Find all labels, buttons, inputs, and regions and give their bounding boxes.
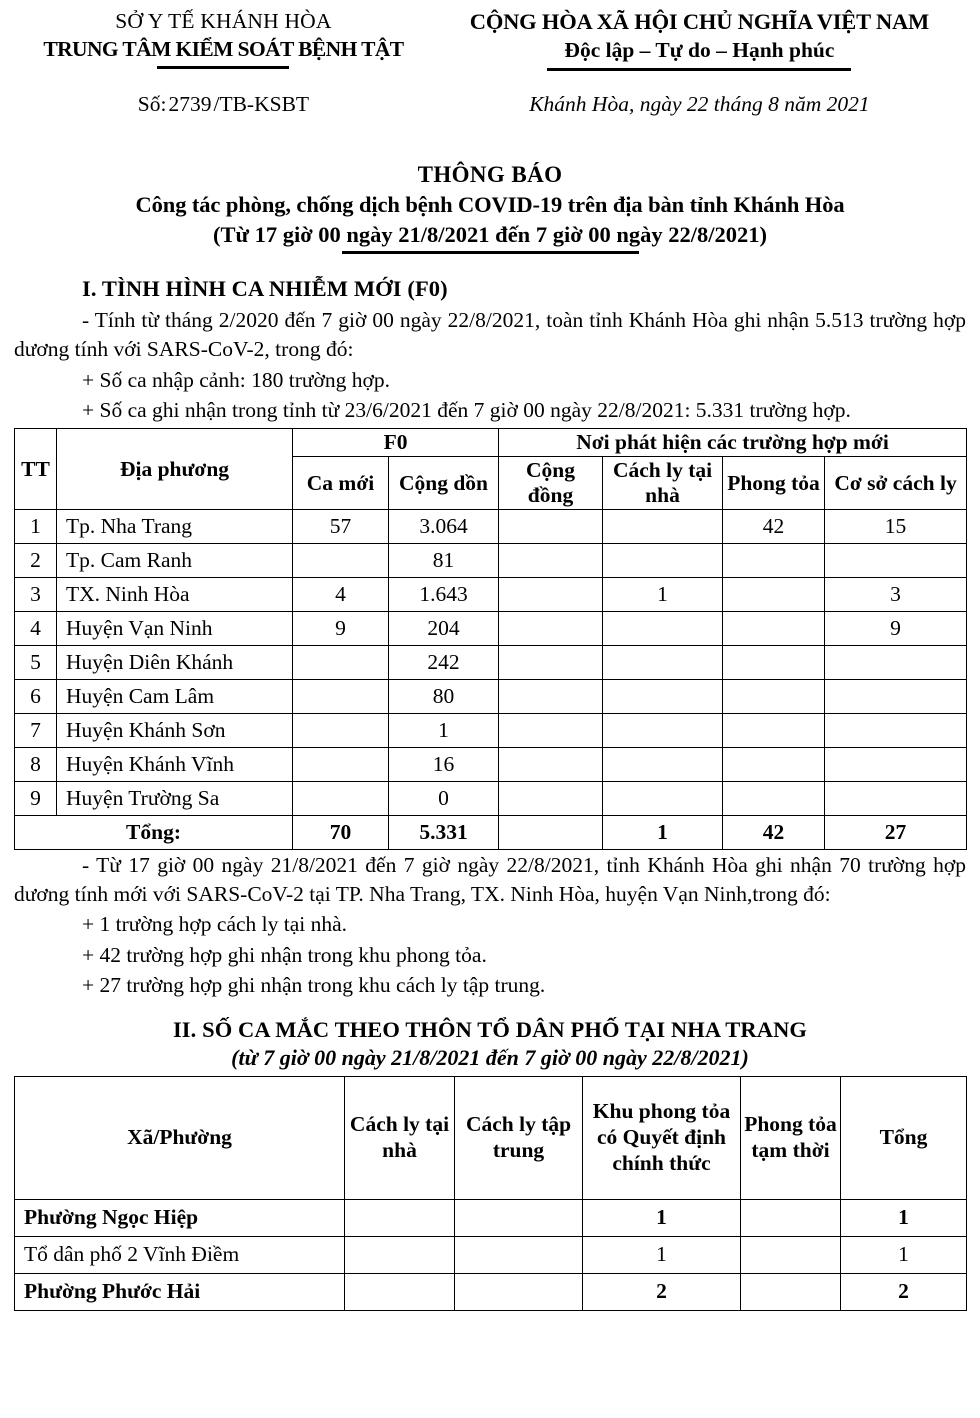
cell-lockdown	[723, 645, 825, 679]
table-row	[15, 543, 967, 577]
cell-central-quarantine	[455, 1236, 583, 1273]
issuing-organization	[14, 8, 433, 69]
ward-name: Phường Phước Hải	[15, 1273, 345, 1310]
cell-quarantine-facility	[825, 713, 967, 747]
cell-home-quarantine	[603, 747, 723, 781]
locality-name: Huyện Cam Lâm	[57, 679, 293, 713]
document-subtitle: Công tác phòng, chống dịch bệnh COVID-19 trên địa bàn tỉnh Khánh Hòa	[135, 191, 845, 217]
masthead	[14, 8, 966, 71]
cell-lockdown	[723, 781, 825, 815]
cell-community	[499, 679, 603, 713]
organization-divider	[157, 66, 289, 69]
cell-total: 1	[841, 1199, 967, 1236]
cell-home-quarantine: 1	[603, 577, 723, 611]
cell-cumulative: 1	[389, 713, 499, 747]
total-home-quarantine: 1	[603, 815, 723, 849]
cell-temp-lockdown	[741, 1199, 841, 1236]
locality-name: Huyện Vạn Ninh	[57, 611, 293, 645]
cell-total: 2	[841, 1273, 967, 1310]
cell-home-quarantine	[345, 1199, 455, 1236]
national-heading	[433, 8, 966, 71]
cell-quarantine-facility	[825, 747, 967, 781]
table-row	[15, 713, 967, 747]
f0-col-tt: TT	[15, 429, 57, 509]
cell-new-cases: 4	[293, 577, 389, 611]
cell-lockdown	[723, 577, 825, 611]
document-period: (Từ 17 giờ 00 ngày 21/8/2021 đến 7 giờ 00 ngày 22/8/2021)	[212, 221, 768, 247]
cell-community	[499, 509, 603, 543]
cell-community	[499, 713, 603, 747]
total-new-cases: 70	[293, 815, 389, 849]
row-index: 9	[15, 781, 57, 815]
section1-paragraph-1: - Tính từ tháng 2/2020 đến 7 giờ 00 ngày 22/8/2021, toàn tỉnh Khánh Hòa ghi nhận 5.513 trường hợp dương tính với SARS-CoV-2, trong đó:	[14, 307, 966, 362]
cell-quarantine-facility	[825, 645, 967, 679]
cell-cumulative: 80	[389, 679, 499, 713]
row-index: 3	[15, 577, 57, 611]
cell-community	[499, 611, 603, 645]
list-item	[15, 1273, 967, 1310]
cell-cumulative: 3.064	[389, 509, 499, 543]
cell-cumulative: 0	[389, 781, 499, 815]
cell-home-quarantine	[345, 1236, 455, 1273]
ward-col-name: Xã/Phường	[15, 1076, 345, 1199]
cell-home-quarantine	[345, 1273, 455, 1310]
f0-col-lockdown: Phong tỏa	[723, 457, 825, 509]
table-row	[15, 611, 967, 645]
cell-home-quarantine	[603, 679, 723, 713]
cell-lockdown	[723, 747, 825, 781]
cell-official-lockdown: 1	[583, 1236, 741, 1273]
total-community	[499, 815, 603, 849]
section2-heading: II. SỐ CA MẮC THEO THÔN TỔ DÂN PHỐ TẠI NHA TRANG	[172, 1016, 808, 1042]
total-quarantine-facility: 27	[825, 815, 967, 849]
cell-new-cases	[293, 747, 389, 781]
list-item	[15, 1199, 967, 1236]
list-item	[15, 1236, 967, 1273]
ward-col-official-lockdown: Khu phong tỏa có Quyết định chính thức	[583, 1076, 741, 1199]
f0-header-row-groups	[15, 429, 967, 457]
cell-lockdown	[723, 611, 825, 645]
ward-col-temp-lockdown: Phong tỏa tạm thời	[741, 1076, 841, 1199]
f0-col-cumulative: Cộng dồn	[389, 457, 499, 509]
document-number-suffix: /TB-KSBT	[213, 91, 310, 116]
cell-community	[499, 781, 603, 815]
section1-bullet-1: + 1 trường hợp cách ly tại nhà.	[82, 912, 348, 937]
section1-after-table-paragraph: - Từ 17 giờ 00 ngày 21/8/2021 đến 7 giờ ngày 22/8/2021, tỉnh Khánh Hòa ghi nhận 70 trường hợp dương tính mới với SARS-CoV-2 tại TP. Nha Trang, TX. Ninh Hòa, huyện Vạn Ninh,trong đó:	[14, 852, 966, 907]
cell-temp-lockdown	[741, 1273, 841, 1310]
cell-quarantine-facility	[825, 543, 967, 577]
cell-central-quarantine	[455, 1273, 583, 1310]
locality-name: TX. Ninh Hòa	[57, 577, 293, 611]
cell-quarantine-facility	[825, 679, 967, 713]
ward-table-body	[15, 1199, 967, 1310]
document-number-label: Số:	[137, 91, 167, 116]
row-index: 6	[15, 679, 57, 713]
f0-col-home-quarantine: Cách ly tại nhà	[603, 457, 723, 509]
cell-cumulative: 16	[389, 747, 499, 781]
locality-name: Huyện Khánh Sơn	[57, 713, 293, 747]
table-row	[15, 645, 967, 679]
cell-lockdown	[723, 679, 825, 713]
document-number	[138, 92, 309, 116]
section1-bullet-3: + 27 trường hợp ghi nhận trong khu cách ly tập trung.	[82, 973, 546, 998]
center-name: TRUNG TÂM KIỂM SOÁT BỆNH TẬT	[43, 36, 404, 61]
locality-name: Tp. Nha Trang	[57, 509, 293, 543]
row-index: 8	[15, 747, 57, 781]
cell-temp-lockdown	[741, 1236, 841, 1273]
total-lockdown: 42	[723, 815, 825, 849]
f0-col-locality: Địa phương	[57, 429, 293, 509]
cell-quarantine-facility: 9	[825, 611, 967, 645]
cell-new-cases	[293, 543, 389, 577]
table-row	[15, 781, 967, 815]
cell-home-quarantine	[603, 543, 723, 577]
document-title: THÔNG BÁO	[417, 161, 563, 187]
cell-new-cases	[293, 713, 389, 747]
table-row	[15, 509, 967, 543]
cell-total: 1	[841, 1236, 967, 1273]
row-index: 4	[15, 611, 57, 645]
cell-lockdown	[723, 543, 825, 577]
section1-paragraph-2: + Số ca nhập cảnh: 180 trường hợp.	[82, 367, 391, 392]
department-name: SỞ Y TẾ KHÁNH HÒA	[115, 9, 332, 33]
cell-cumulative: 204	[389, 611, 499, 645]
f0-statistics-table	[14, 428, 967, 849]
cell-community	[499, 543, 603, 577]
f0-col-new-cases: Ca mới	[293, 457, 389, 509]
reference-line	[14, 92, 966, 117]
f0-table-head	[15, 429, 967, 509]
total-label: Tổng:	[15, 815, 293, 849]
cell-official-lockdown: 2	[583, 1273, 741, 1310]
cell-home-quarantine	[603, 645, 723, 679]
cell-new-cases: 9	[293, 611, 389, 645]
cell-central-quarantine	[455, 1199, 583, 1236]
f0-group-detection: Nơi phát hiện các trường hợp mới	[499, 429, 967, 457]
section1-paragraph-3: + Số ca ghi nhận trong tỉnh từ 23/6/2021 đến 7 giờ 00 ngày 22/8/2021: 5.331 trường hợp.	[82, 397, 851, 422]
ward-statistics-table	[14, 1076, 967, 1311]
document-number-value: 2739	[168, 91, 212, 116]
dateline-block	[433, 92, 966, 117]
f0-col-community: Cộng đồng	[499, 457, 603, 509]
total-cumulative: 5.331	[389, 815, 499, 849]
cell-new-cases: 57	[293, 509, 389, 543]
cell-quarantine-facility	[825, 781, 967, 815]
table-row	[15, 679, 967, 713]
ward-name: Phường Ngọc Hiệp	[15, 1199, 345, 1236]
title-divider	[342, 251, 639, 254]
ward-name: Tổ dân phố 2 Vĩnh Điềm	[15, 1236, 345, 1273]
section1-heading: I. TÌNH HÌNH CA NHIỄM MỚI (F0)	[82, 276, 448, 302]
dateline: Khánh Hòa, ngày 22 tháng 8 năm 2021	[529, 91, 870, 116]
locality-name: Huyện Diên Khánh	[57, 645, 293, 679]
locality-name: Tp. Cam Ranh	[57, 543, 293, 577]
cell-community	[499, 747, 603, 781]
country-name: CỘNG HÒA XÃ HỘI CHỦ NGHĨA VIỆT NAM	[469, 9, 930, 34]
cell-new-cases	[293, 781, 389, 815]
section1-bullet-2: + 42 trường hợp ghi nhận trong khu phong tỏa.	[82, 942, 487, 967]
cell-cumulative: 1.643	[389, 577, 499, 611]
ward-col-central-quarantine: Cách ly tập trung	[455, 1076, 583, 1199]
row-index: 2	[15, 543, 57, 577]
cell-new-cases	[293, 679, 389, 713]
table-row	[15, 747, 967, 781]
cell-official-lockdown: 1	[583, 1199, 741, 1236]
cell-quarantine-facility: 3	[825, 577, 967, 611]
row-index: 7	[15, 713, 57, 747]
cell-cumulative: 242	[389, 645, 499, 679]
cell-home-quarantine	[603, 713, 723, 747]
cell-cumulative: 81	[389, 543, 499, 577]
cell-lockdown: 42	[723, 509, 825, 543]
ward-col-home-quarantine: Cách ly tại nhà	[345, 1076, 455, 1199]
title-block	[14, 160, 966, 255]
cell-home-quarantine	[603, 509, 723, 543]
cell-lockdown	[723, 713, 825, 747]
ward-col-total: Tổng	[841, 1076, 967, 1199]
cell-quarantine-facility: 15	[825, 509, 967, 543]
motto-divider	[547, 68, 851, 71]
cell-new-cases	[293, 645, 389, 679]
document-number-block	[14, 92, 433, 117]
ward-table-head	[15, 1076, 967, 1199]
national-motto: Độc lập – Tự do – Hạnh phúc	[564, 37, 835, 62]
row-index: 1	[15, 509, 57, 543]
f0-table-body	[15, 509, 967, 849]
row-index: 5	[15, 645, 57, 679]
cell-home-quarantine	[603, 611, 723, 645]
section2-subheading: (từ 7 giờ 00 ngày 21/8/2021 đến 7 giờ 00 ngày 22/8/2021)	[231, 1045, 749, 1071]
f0-group-f0: F0	[293, 429, 499, 457]
cell-home-quarantine	[603, 781, 723, 815]
ward-header-row	[15, 1076, 967, 1199]
locality-name: Huyện Khánh Vĩnh	[57, 747, 293, 781]
f0-col-quarantine-facility: Cơ sở cách ly	[825, 457, 967, 509]
table-total-row	[15, 815, 967, 849]
table-row	[15, 577, 967, 611]
cell-community	[499, 645, 603, 679]
cell-community	[499, 577, 603, 611]
locality-name: Huyện Trường Sa	[57, 781, 293, 815]
